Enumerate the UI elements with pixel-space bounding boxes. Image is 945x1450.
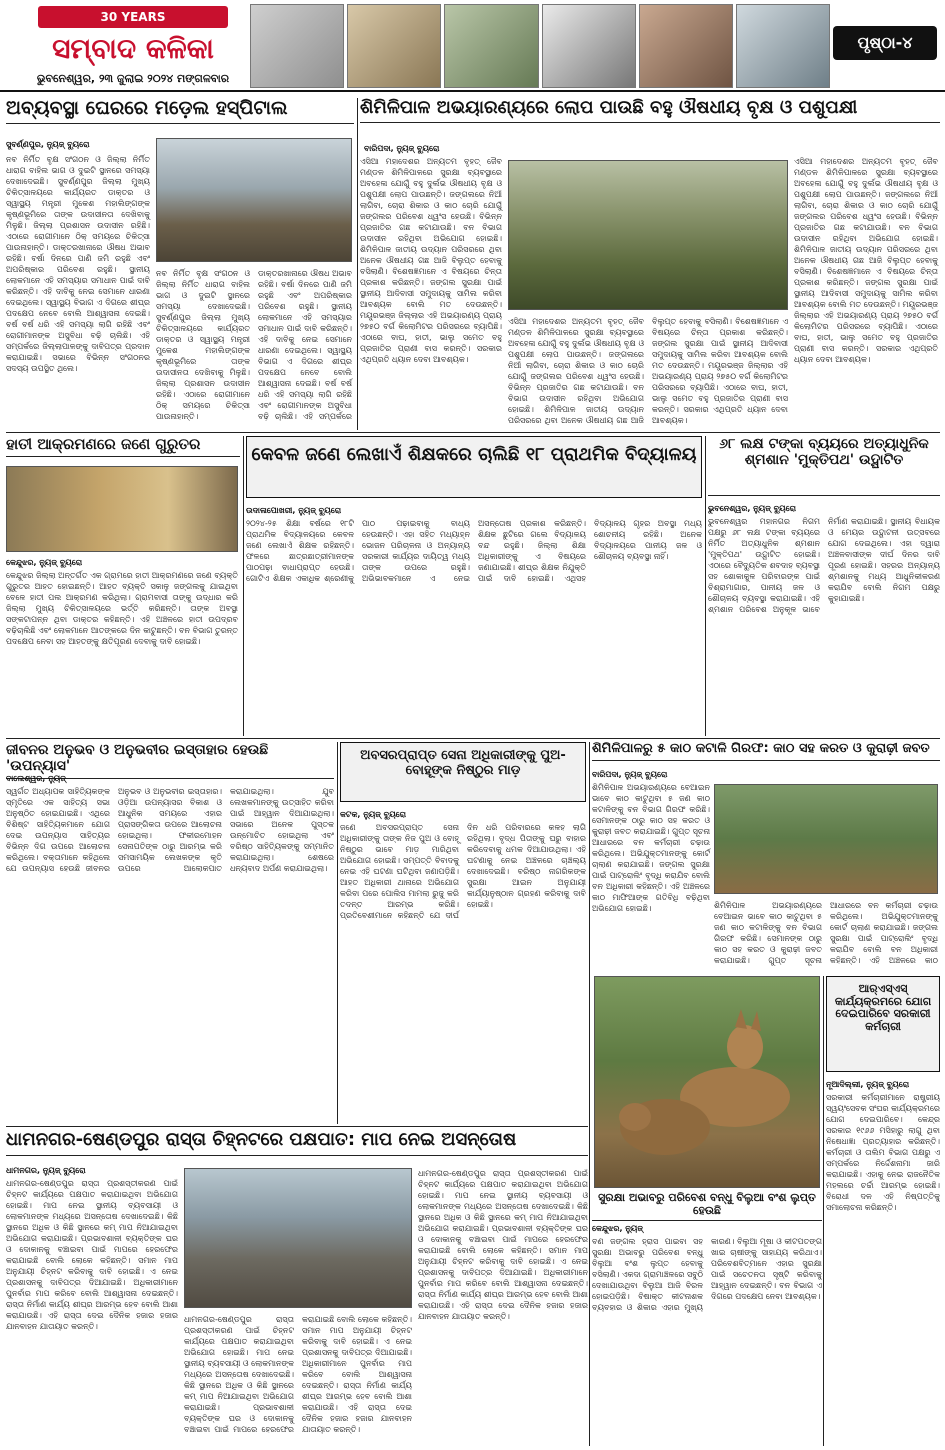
injured-person-photo <box>6 466 238 552</box>
jackal-photo <box>594 976 820 1188</box>
article-elephant <box>6 436 240 736</box>
article-headline: ହାତୀ ଆକ୍ରମଣରେ ଜଣେ ଗୁରୁତର <box>6 436 240 457</box>
column-rule <box>705 436 706 736</box>
article-headline: କେବଳ ଜଣେ ଲେଖାଏଁ ଶିକ୍ଷକରେ ଚାଲିଛି ୧୮ ପ୍ରାଥମିକ ବିଦ୍ୟାଳୟ <box>246 436 702 498</box>
article-headline: ଆର୍‌ଏସ୍‌ଏସ୍ କାର୍ଯ୍ୟକ୍ରମରେ ଯୋଗ ଦେଇପାରିବେ ସରକାରୀ କର୍ମଚାରୀ <box>826 976 940 1072</box>
article-byline: ବାଲେଶ୍ୱର, ନ୍ୟୁଜ୍ <box>6 774 66 783</box>
article-body: ବଣ ଜଙ୍ଗଲ ହ୍ରାସ ପାଇବା ସହ ସୁରକ୍ଷା ଅଭାବରୁ ପରିବେଶ ବନ୍ଧୁ ବିଲୁଆ ବଂଶ ଲୁପ୍ତ ହେବାକୁ ବସିଲାଣି। ଏକଦା ଗ୍ରାମାଞ୍ଚଳରେ ସବୁଠି ଦେଖାଯାଉଥିବା ବିଲୁଆ ଆଜି ବିରଳ ହୋଇପଡ଼ିଛି। ବିଷାକ୍ତ କୀଟନାଶକ ବ୍ୟବହାର ଓ ଶିକାର ଏହାର ମୁଖ୍ୟ କାରଣ। ବିଲୁଆ ମୂଷା ଓ କୀଟପତଙ୍ଗ ଖାଇ ଚାଷୀଙ୍କୁ ସାହାଯ୍ୟ କରିଥାଏ। ପରିବେଶବିତ୍ମାନେ ଏହାର ସୁରକ୍ଷା ପାଇଁ ସଚେତନତା ସୃଷ୍ଟି କରିବାକୁ ଆହ୍ୱାନ ଦେଇଛନ୍ତି। ବନ ବିଭାଗ ଏ ଦିଗରେ ପଦକ୍ଷେପ ନେବା ଆବଶ୍ୟକ। <box>592 1237 822 1312</box>
article-headline: ଶିମିଳିପାଳ ଅଭୟାରଣ୍ୟରେ ଲୋପ ପାଉଛି ବହୁ ଔଷଧୀୟ ବୃକ୍ଷ ଓ ପଶୁପକ୍ଷୀ <box>360 98 940 123</box>
masthead-photo <box>639 4 733 88</box>
article-body: ଏସିଆ ମହାଦେଶର ଅନ୍ୟତମ ବୃହତ୍ ଜୈବ ମଣ୍ଡଳ ଶିମିଳିପାଳରେ ସୁରକ୍ଷା ବ୍ୟବସ୍ଥାରେ ଅବହେଳା ଯୋଗୁଁ ବହୁ ଦୁର୍ଲଭ ଔଷଧୀୟ ବୃକ୍ଷ ଓ ପଶୁପକ୍ଷୀ ଲୋପ ପାଉଛନ୍ତି। ଜଙ୍ଗଲରେ ନିଆଁ ଲାଗିବା, ଚୋରା ଶିକାର ଓ କାଠ ଚୋରି ଯୋଗୁଁ ଜଙ୍ଗଲର ପରିବେଶ ଧ୍ୱଂସ ହେଉଛି। ବିଭିନ୍ନ ପ୍ରଜାତିର ଗଛ କଟାଯାଉଛି। ବନ ବିଭାଗ ଉଦାସୀନ ରହିଥିବା ଅଭିଯୋଗ ହୋଇଛି। ଶିମିଳିପାଳ ଜାତୀୟ ଉଦ୍ୟାନ ପରିସରରେ ଥିବା ଅନେକ ଔଷଧୀୟ ଗଛ ଆଜି ବିଲୁପ୍ତ ହେବାକୁ ବସିଲାଣି। ବିଶେଷଜ୍ଞମାନେ ଏ ବିଷୟରେ ଚିନ୍ତା ପ୍ରକାଶ କରିଛନ୍ତି। ଜଙ୍ଗଲ ସୁରକ୍ଷା ପାଇଁ ସ୍ଥାନୀୟ ଆଦିବାସୀ ସମୁଦାୟକୁ ସାମିଲ କରିବା ଆବଶ୍ୟକ ବୋଲି ମତ ଦେଉଛନ୍ତି। ମୟୂରଭଞ୍ଜ ଜିଲ୍ଲାର ଏହି ଅଭୟାରଣ୍ୟ ପ୍ରାୟ ୨୭୫୦ ବର୍ଗ କିଲୋମିଟର ପରିସରରେ ବ୍ୟାପିଛି। ଏଠାରେ ବାଘ, ହାତୀ, ଭାଲୁ ସମେତ ବହୁ ପ୍ରଜାତିର ପ୍ରାଣୀ ବାସ କରନ୍ତି। ସରକାର ଏଥିପ୍ରତି ଧ୍ୟାନ ଦେବା ଆବଶ୍ୟକ। <box>360 157 502 364</box>
article-road <box>6 1130 588 1446</box>
article-body: ନବ ନିର୍ମିତ ବୃକ୍ଷ ସଂଗଠନ ଓ ଜିଲ୍ଲା ନିର୍ମିତ ଧାରାଗ ବାହିଲ ଭାଗ ଓ ଦୁଇଟି ସ୍ଥାନରେ ସମସ୍ୟା ଦେଖାଦେଇଛି। ସୁବର୍ଣ୍ଣପୁର ଜିଲ୍ଲା ମୁଖ୍ୟ ଚିକିତ୍ସାଳୟରେ କାର୍ଯ୍ୟରତ ଡାକ୍ତର ଓ ସ୍ୱାସ୍ଥ୍ୟ ମନ୍ତ୍ରୀ ମୁକେଶ ମହାଲିଙ୍ଗଙ୍କ କୃଷ୍ଣଭୂମିରେ ତାଙ୍କ ଉଦାସୀନତା ଦେଖିବାକୁ ମିଳୁଛି। ଜିଲ୍ଲା ପ୍ରଶାସନ ଉଦାସୀନ ରହିଛି। ଏଠାରେ ରୋଗୀମାନେ ଠିକ୍ ସମୟରେ ଚିକିତ୍ସା ପାଉନାହାନ୍ତି। ଡାକ୍ତରଖାନାରେ ଔଷଧ ଅଭାବ ରହିଛି। ବର୍ଷା ଦିନରେ ପାଣି ଜମି ରହୁଛି ଏବଂ ଅପରିଷ୍କାର ପରିବେଶ ରହୁଛି। ସ୍ଥାନୀୟ ଲୋକମାନେ ଏହି ସମସ୍ୟାର ସମାଧାନ ପାଇଁ ଦାବି କରିଛନ୍ତି। ଏହି ଦାବିକୁ ନେଇ ସେମାନେ ଧାରଣା ଦେଇଥିଲେ। ସ୍ୱାସ୍ଥ୍ୟ ବିଭାଗ ଏ ଦିଗରେ ଶୀଘ୍ର ପଦକ୍ଷେପ ନେବେ ବୋଲି ଆଶ୍ୱାସନା ଦେଇଛି। ବର୍ଷ ବର୍ଷ ଧରି ଏହି ସମସ୍ୟା ଲାଗି ରହିଛି ଏବଂ ରୋଗୀମାନଙ୍କ ଅସୁବିଧା ବଢ଼ି ଚାଲିଛି। ଏହି ସମ୍ପର୍କରେ ଜିଲ୍ଲାପାଳଙ୍କୁ ଦାବିପତ୍ର ପ୍ରଦାନ କରାଯାଇଛି। ସଭାରେ ବିଭିନ୍ନ ସଂଗଠନର ସଦସ୍ୟ ଉପସ୍ଥିତ ଥିଲେ। <box>6 155 150 373</box>
article-byline: କେନ୍ଦୁଝର, ନ୍ୟୁଜ୍ <box>592 1224 643 1233</box>
issue-date: ଭୁବନେଶ୍ୱର, ୨୩ ଜୁଲାଇ ୨୦୨୪ ମଙ୍ଗଳବାର <box>36 72 230 85</box>
anniversary-ribbon: 30 YEARS <box>38 6 228 28</box>
article-byline: ଉଦାଳାପୋଖରୀ, ନ୍ୟୁଜ୍ ବ୍ୟୁରୋ <box>246 506 342 515</box>
masthead-photo <box>347 4 441 88</box>
article-body-continued: ନବ ନିର୍ମିତ ବୃକ୍ଷ ସଂଗଠନ ଓ ଜିଲ୍ଲା ନିର୍ମିତ ଧାରାଗ ବାହିଲ ଭାଗ ଓ ଦୁଇଟି ସ୍ଥାନରେ ସମସ୍ୟା ଦେଖାଦେଇଛି। ସୁବର୍ଣ୍ଣପୁର ଜିଲ୍ଲା ମୁଖ୍ୟ ଚିକିତ୍ସାଳୟରେ କାର୍ଯ୍ୟରତ ଡାକ୍ତର ଓ ସ୍ୱାସ୍ଥ୍ୟ ମନ୍ତ୍ରୀ ମୁକେଶ ମହାଲିଙ୍ଗଙ୍କ କୃଷ୍ଣଭୂମିରେ ତାଙ୍କ ଉଦାସୀନତା ଦେଖିବାକୁ ମିଳୁଛି। ଜିଲ୍ଲା ପ୍ରଶାସନ ଉଦାସୀନ ରହିଛି। ଏଠାରେ ରୋଗୀମାନେ ଠିକ୍ ସମୟରେ ଚିକିତ୍ସା ପାଉନାହାନ୍ତି। ଡାକ୍ତରଖାନାରେ ଔଷଧ ଅଭାବ ରହିଛି। ବର୍ଷା ଦିନରେ ପାଣି ଜମି ରହୁଛି ଏବଂ ଅପରିଷ୍କାର ପରିବେଶ ରହୁଛି। ସ୍ଥାନୀୟ ଲୋକମାନେ ଏହି ସମସ୍ୟାର ସମାଧାନ ପାଇଁ ଦାବି କରିଛନ୍ତି। ଏହି ଦାବିକୁ ନେଇ ସେମାନେ ଧାରଣା ଦେଇଥିଲେ। ସ୍ୱାସ୍ଥ୍ୟ ବିଭାଗ ଏ ଦିଗରେ ଶୀଘ୍ର ପଦକ୍ଷେପ ନେବେ ବୋଲି ଆଶ୍ୱାସନା ଦେଇଛି। ବର୍ଷ ବର୍ଷ ଧରି ଏହି ସମସ୍ୟା ଲାଗି ରହିଛି ଏବଂ ରୋଗୀମାନଙ୍କ ଅସୁବିଧା ବଢ଼ି ଚାଲିଛି। ଏହି ସମ୍ପର୍କରେ <box>156 269 352 421</box>
jackal-illustration <box>595 977 821 1189</box>
article-headline: ଅବସରପ୍ରାପ୍ତ ସେନା ଅଧିକାରୀଙ୍କୁ ପୁଅ-ବୋହୂଙ୍କ ନିଷ୍ଠୁର ମାଡ଼ <box>340 742 586 802</box>
page-number-badge: ପୃଷ୍ଠା-୪ <box>833 26 937 60</box>
article-byline: ନୂଆଦିଲ୍ଲୀ, ନ୍ୟୁଜ୍ ବ୍ୟୁରୋ <box>826 1080 910 1089</box>
column-rule <box>243 436 244 736</box>
article-body: ଭୁବନେଶ୍ୱର ମହାନଗର ନିଗମ ପକ୍ଷରୁ ୬୮ ଲକ୍ଷ ଟଙ୍କା ବ୍ୟୟରେ ନିର୍ମିତ ଅତ୍ୟାଧୁନିକ ଶ୍ମଶାନ 'ମୁକ୍ତିପଥ' ଉଦ୍ଘାଟିତ ହୋଇଛି। ଏଠାରେ ବୈଦ୍ୟୁତିକ ଶବଦାହ ବ୍ୟବସ୍ଥା ସହ ଶୋକାକୁଳ ପରିବାରଙ୍କ ପାଇଁ ବିଶ୍ରାମାଗାର, ପାନୀୟ ଜଳ ଓ ଶୌଚାଳୟ ବ୍ୟବସ୍ଥା କରାଯାଇଛି। ଏହି ଶ୍ମଶାନ ପରିବେଶ ଅନୁକୂଳ ଭାବେ ନିର୍ମାଣ କରାଯାଇଛି। ସ୍ଥାନୀୟ ବିଧାୟକ ଓ ମେୟର ଉଦ୍ଘାଟନୀ ଉତ୍ସବରେ ଯୋଗ ଦେଇଥିଲେ। ଏହା ଦ୍ୱାରା ଅଞ୍ଚଳବାସୀଙ୍କ ଦୀର୍ଘ ଦିନର ଦାବି ପୂରଣ ହୋଇଛି। ସହରର ଅନ୍ୟାନ୍ୟ ଶ୍ମଶାନକୁ ମଧ୍ୟ ଆଧୁନିକୀକରଣ କରାଯିବ ବୋଲି ନିଗମ ପକ୍ଷରୁ କୁହାଯାଇଛି। <box>708 517 940 614</box>
article-body: ସ୍ୱର୍ଗତ ଅଧ୍ୟାପକ ସାହିତ୍ୟିକଙ୍କ ସ୍ମୃତିରେ ଏକ ସାହିତ୍ୟ ସଭା ଅନୁଷ୍ଠିତ ହୋଇଯାଇଛି। ଏଥିରେ ବିଶିଷ୍ଟ ସାହିତ୍ୟିକମାନେ ଯୋଗ ଦେଇ ଉପନ୍ୟାସ ସାହିତ୍ୟର ବିଭିନ୍ନ ଦିଗ ଉପରେ ଆଲୋଚନା କରିଥିଲେ। ବକ୍ତାମାନେ କହିଥିଲେ ଯେ ଉପନ୍ୟାସ ହେଉଛି ଜୀବନର ଅନୁଭବ ଓ ଅନୁଭବୀର ଇସ୍ତାହାର। ଓଡ଼ିଆ ଉପନ୍ୟାସର ବିକାଶ ଓ ଆଧୁନିକ ସମୟରେ ଏହାର ପ୍ରାସଙ୍ଗିକତା ଉପରେ ଆଲୋଚନା ହୋଇଥିଲା। ଫକୀରମୋହନ ସେନାପତିଙ୍କ ଠାରୁ ଆରମ୍ଭ କରି ସମସାମୟିକ ଲେଖକଙ୍କ କୃତି ଉପରେ ଆଲୋକପାତ କରାଯାଇଥିଲା। ଯୁବ ଲେଖକମାନଙ୍କୁ ଉତ୍ସାହିତ କରିବା ପାଇଁ ଆହ୍ୱାନ ଦିଆଯାଇଥିଲା। ସଭାରେ ଅନେକ ପୁସ୍ତକ ଉନ୍ମୋଚିତ ହୋଇଥିଲା ଏବଂ ବରିଷ୍ଠ ସାହିତ୍ୟିକଙ୍କୁ ସମ୍ମାନିତ କରାଯାଇଥିଲା। ଶେଷରେ ଧନ୍ୟବାଦ ଅର୍ପଣ କରାଯାଇଥିଲା। <box>6 787 334 873</box>
article-body: ସରକାରୀ କର୍ମଚାରୀମାନେ ରାଷ୍ଟ୍ରୀୟ ସ୍ୱୟଂସେବକ ସଂଘର କାର୍ଯ୍ୟକ୍ରମରେ ଯୋଗ ଦେଇପାରିବେ। କେନ୍ଦ୍ର ସରକାର ୧୯୬୬ ମସିହାରୁ ଲାଗୁ ଥିବା ନିଷେଧାଜ୍ଞା ପ୍ରତ୍ୟାହାର କରିଛନ୍ତି। କର୍ମଚାରୀ ଓ ତାଲିମ ବିଭାଗ ପକ୍ଷରୁ ଏ ସମ୍ପର୍କରେ ନିର୍ଦ୍ଦେଶନାମା ଜାରି କରାଯାଇଛି। ଏହାକୁ ନେଇ ରାଜନୈତିକ ମହଲରେ ଚର୍ଚ୍ଚା ଆରମ୍ଭ ହୋଇଛି। ବିରୋଧୀ ଦଳ ଏହି ନିଷ୍ପତ୍ତିକୁ ସମାଲୋଚନା କରିଛନ୍ତି। <box>826 1093 940 1212</box>
article-byline: ଧାମନଗର, ନ୍ୟୁଜ୍ ବ୍ୟୁରୋ <box>6 1166 86 1175</box>
masthead-photo-strip <box>250 4 830 88</box>
article-headline: ଶିମିଳିପାଳରୁ ୫ କାଠ କଟାଳି ଗିରଫ: କାଠ ସହ କରତ ଓ କୁରାଢ଼ୀ ଜବତ <box>592 742 940 761</box>
column-rule <box>337 742 338 1124</box>
protest-photo <box>156 138 352 262</box>
article-hospital <box>6 98 354 428</box>
article-novel <box>6 742 334 1122</box>
article-body-continued: ଶିମିଳିପାଳ ଅଭୟାରଣ୍ୟରେ ବେଆଇନ ଭାବେ କାଠ କାଟୁଥିବା ୫ ଜଣ କାଠ କଟାଳିଙ୍କୁ ବନ ବିଭାଗ ଗିରଫ କରିଛି। ସେମାନଙ୍କ ଠାରୁ କାଠ ସହ କରତ ଓ କୁରାଢ଼ୀ ଜବତ କରାଯାଇଛି। ଗୁପ୍ତ ସୂଚନା ଆଧାରରେ ବନ କର୍ମଚାରୀ ଚଢ଼ାଉ କରିଥିଲେ। ଅଭିଯୁକ୍ତମାନଙ୍କୁ କୋର୍ଟ ଚାଲାଣ କରାଯାଇଛି। ଜଙ୍ଗଲ ସୁରକ୍ଷା ପାଇଁ ପାଟ୍ରୋଲିଂ ବୃଦ୍ଧି କରାଯିବ ବୋଲି ବନ ଅଧିକାରୀ କହିଛନ୍ତି। ଏହି ଅଞ୍ଚଳରେ କାଠ <box>714 901 938 965</box>
article-rss <box>826 976 940 1446</box>
article-body-continued: ଏସିଆ ମହାଦେଶର ଅନ୍ୟତମ ବୃହତ୍ ଜୈବ ମଣ୍ଡଳ ଶିମିଳିପାଳରେ ସୁରକ୍ଷା ବ୍ୟବସ୍ଥାରେ ଅବହେଳା ଯୋଗୁଁ ବହୁ ଦୁର୍ଲଭ ଔଷଧୀୟ ବୃକ୍ଷ ଓ ପଶୁପକ୍ଷୀ ଲୋପ ପାଉଛନ୍ତି। ଜଙ୍ଗଲରେ ନିଆଁ ଲାଗିବା, ଚୋରା ଶିକାର ଓ କାଠ ଚୋରି ଯୋଗୁଁ ଜଙ୍ଗଲର ପରିବେଶ ଧ୍ୱଂସ ହେଉଛି। ବିଭିନ୍ନ ପ୍ରଜାତିର ଗଛ କଟାଯାଉଛି। ବନ ବିଭାଗ ଉଦାସୀନ ରହିଥିବା ଅଭିଯୋଗ ହୋଇଛି। ଶିମିଳିପାଳ ଜାତୀୟ ଉଦ୍ୟାନ ପରିସରରେ ଥିବା ଅନେକ ଔଷଧୀୟ ଗଛ ଆଜି ବିଲୁପ୍ତ ହେବାକୁ ବସିଲାଣି। ବିଶେଷଜ୍ଞମାନେ ଏ ବିଷୟରେ ଚିନ୍ତା ପ୍ରକାଶ କରିଛନ୍ତି। ଜଙ୍ଗଲ ସୁରକ୍ଷା ପାଇଁ ସ୍ଥାନୀୟ ଆଦିବାସୀ ସମୁଦାୟକୁ ସାମିଲ କରିବା ଆବଶ୍ୟକ ବୋଲି ମତ ଦେଉଛନ୍ତି। ମୟୂରଭଞ୍ଜ ଜିଲ୍ଲାର ଏହି ଅଭୟାରଣ୍ୟ ପ୍ରାୟ ୨୭୫୦ ବର୍ଗ କିଲୋମିଟର ପରିସରରେ ବ୍ୟାପିଛି। ଏଠାରେ ବାଘ, ହାତୀ, ଭାଲୁ ସମେତ ବହୁ ପ୍ରଜାତିର ପ୍ରାଣୀ ବାସ କରନ୍ତି। ସରକାର ଏଥିପ୍ରତି ଧ୍ୟାନ ଦେବା ଆବଶ୍ୟକ। <box>794 157 938 364</box>
article-byline: ଭୁବନେଶ୍ୱର, ନ୍ୟୁଜ୍ ବ୍ୟୁରୋ <box>708 504 797 513</box>
column-rule <box>823 976 824 1446</box>
article-simlipal-plants <box>360 98 940 430</box>
article-timber <box>592 742 940 972</box>
article-body-continued: ଧାମନଗର-ଷେଣ୍ଡପୁର ରାସ୍ତା ପ୍ରଶସ୍ତୀକରଣ ପାଇଁ ଚିହ୍ନଟ କାର୍ଯ୍ୟରେ ପକ୍ଷପାତ କରାଯାଇଥିବା ଅଭିଯୋଗ ହୋଇଛି। ମାପ ନେଇ ସ୍ଥାନୀୟ ବ୍ୟବସାୟୀ ଓ ଲୋକମାନଙ୍କ ମଧ୍ୟରେ ଅସନ୍ତୋଷ ଦେଖାଦେଇଛି। କିଛି ସ୍ଥାନରେ ଅଧିକ ଓ କିଛି ସ୍ଥାନରେ କମ୍ ମାପ ନିଆଯାଇଥିବା ଅଭିଯୋଗ କରାଯାଇଛି। ପ୍ରଭାବଶାଳୀ ବ୍ୟକ୍ତିଙ୍କ ଘର ଓ ଦୋକାନକୁ ବଞ୍ଚାଇବା ପାଇଁ ମାପରେ ହେରଫେର କରାଯାଇଛି ବୋଲି ଲୋକେ କହିଛନ୍ତି। ସମାନ ମାପ ଅନୁଯାୟୀ ଚିହ୍ନଟ କରିବାକୁ ଦାବି ହୋଇଛି। ଏ ନେଇ ପ୍ରଶାସନକୁ ଦାବିପତ୍ର ଦିଆଯାଇଛି। ଅଧିକାରୀମାନେ ପୁନର୍ବାର ମାପ କରିବେ ବୋଲି ଆଶ୍ୱାସନା ଦେଇଛନ୍ତି। ରାସ୍ତା ନିର୍ମାଣ କାର୍ଯ୍ୟ ଶୀଘ୍ର ଆରମ୍ଭ ହେବ ବୋଲି ଆଶା କରାଯାଉଛି। ଏହି ରାସ୍ତା ଦେଇ ଦୈନିକ ହଜାର ହଜାର ଯାନବାହନ ଯାତାୟାତ କରନ୍ତି। <box>418 1169 588 1321</box>
masthead-photo <box>250 4 344 88</box>
masthead-photo <box>542 4 636 88</box>
article-headline: ୬୮ ଲକ୍ଷ ଟଙ୍କା ବ୍ୟୟରେ ଅତ୍ୟାଧୁନିକ ଶ୍ମଶାନ 'ମୁକ୍ତିପଥ' ଉଦ୍ଘାଟିତ <box>708 436 940 496</box>
column-rule <box>589 742 590 1446</box>
article-body: ଧାମନଗର-ଷେଣ୍ଡପୁର ରାସ୍ତା ପ୍ରଶସ୍ତୀକରଣ ପାଇଁ ଚିହ୍ନଟ କାର୍ଯ୍ୟରେ ପକ୍ଷପାତ କରାଯାଇଥିବା ଅଭିଯୋଗ ହୋଇଛି। ମାପ ନେଇ ସ୍ଥାନୀୟ ବ୍ୟବସାୟୀ ଓ ଲୋକମାନଙ୍କ ମଧ୍ୟରେ ଅସନ୍ତୋଷ ଦେଖାଦେଇଛି। କିଛି ସ୍ଥାନରେ ଅଧିକ ଓ କିଛି ସ୍ଥାନରେ କମ୍ ମାପ ନିଆଯାଇଥିବା ଅଭିଯୋଗ କରାଯାଇଛି। ପ୍ରଭାବଶାଳୀ ବ୍ୟକ୍ତିଙ୍କ ଘର ଓ ଦୋକାନକୁ ବଞ୍ଚାଇବା ପାଇଁ ମାପରେ ହେରଫେର କରାଯାଇଛି ବୋଲି ଲୋକେ କହିଛନ୍ତି। ସମାନ ମାପ ଅନୁଯାୟୀ ଚିହ୍ନଟ କରିବାକୁ ଦାବି ହୋଇଛି। ଏ ନେଇ ପ୍ରଶାସନକୁ ଦାବିପତ୍ର ଦିଆଯାଇଛି। ଅଧିକାରୀମାନେ ପୁନର୍ବାର ମାପ କରିବେ ବୋଲି ଆଶ୍ୱାସନା ଦେଇଛନ୍ତି। ରାସ୍ତା ନିର୍ମାଣ କାର୍ଯ୍ୟ ଶୀଘ୍ର ଆରମ୍ଭ ହେବ ବୋଲି ଆଶା କରାଯାଉଛି। ଏହି ରାସ୍ତା ଦେଇ ଦୈନିକ ହଜାର ହଜାର ଯାନବାହନ ଯାତାୟାତ କରନ୍ତି। <box>6 1179 178 1331</box>
article-byline: କେନ୍ଦୁଝର, ନ୍ୟୁଜ୍ ବ୍ୟୁରୋ <box>6 558 83 567</box>
article-body: କେନ୍ଦୁଝର ଜିଲ୍ଲା ଅନ୍ତର୍ଗତ ଏକ ଗ୍ରାମରେ ହାତୀ ଆକ୍ରମଣରେ ଜଣେ ବ୍ୟକ୍ତି ଗୁରୁତର ଆହତ ହୋଇଛନ୍ତି। ଆହତ ବ୍ୟକ୍ତି ସକାଳୁ ଜଙ୍ଗଲକୁ ଯାଇଥିବା ବେଳେ ହାତୀ ପଲ ଆକ୍ରମଣ କରିଥିଲା। ଗ୍ରାମବାସୀ ତାଙ୍କୁ ଉଦ୍ଧାର କରି ଜିଲ୍ଲା ମୁଖ୍ୟ ଚିକିତ୍ସାଳୟରେ ଭର୍ତ୍ତି କରିଛନ୍ତି। ତାଙ୍କ ଅବସ୍ଥା ସଙ୍କଟାପନ୍ନ ଥିବା ଡାକ୍ତର କହିଛନ୍ତି। ଏହି ଅଞ୍ଚଳରେ ହାତୀ ଉପଦ୍ରବ ବଢ଼ିଚାଲିଛି ଏବଂ ଲୋକମାନେ ଆତଙ୍କରେ ଦିନ କାଟୁଛନ୍ତି। ବନ ବିଭାଗ ତୁରନ୍ତ ପଦକ୍ଷେପ ନେବା ସହ ଆହତଙ୍କୁ କ୍ଷତିପୂରଣ ଦେବାକୁ ଦାବି ହୋଇଛି। <box>6 571 238 646</box>
article-body: ଶିମିଳିପାଳ ଅଭୟାରଣ୍ୟରେ ବେଆଇନ ଭାବେ କାଠ କାଟୁଥିବା ୫ ଜଣ କାଠ କଟାଳିଙ୍କୁ ବନ ବିଭାଗ ଗିରଫ କରିଛି। ସେମାନଙ୍କ ଠାରୁ କାଠ ସହ କରତ ଓ କୁରାଢ଼ୀ ଜବତ କରାଯାଇଛି। ଗୁପ୍ତ ସୂଚନା ଆଧାରରେ ବନ କର୍ମଚାରୀ ଚଢ଼ାଉ କରିଥିଲେ। ଅଭିଯୁକ୍ତମାନଙ୍କୁ କୋର୍ଟ ଚାଲାଣ କରାଯାଇଛି। ଜଙ୍ଗଲ ସୁରକ୍ଷା ପାଇଁ ପାଟ୍ରୋଲିଂ ବୃଦ୍ଧି କରାଯିବ ବୋଲି ବନ ଅଧିକାରୀ କହିଛନ୍ତି। ଏହି ଅଞ୍ଚଳରେ କାଠ ମାଫିଆଙ୍କ ଗତିବିଧି ବଢ଼ିଥିବା ଅଭିଯୋଗ ହୋଇଛି। <box>592 783 710 913</box>
section-divider <box>6 738 940 739</box>
article-body: ଜଣେ ଅବସରପ୍ରାପ୍ତ ସେନା ଅଧିକାରୀଙ୍କୁ ତାଙ୍କ ନିଜ ପୁଅ ଓ ବୋହୂ ନିଷ୍ଠୁର ଭାବେ ମାଡ଼ ମାରିଥିବା ଅଭିଯୋଗ ହୋଇଛି। ସମ୍ପତ୍ତି ବିବାଦକୁ ନେଇ ଏହି ଘଟଣା ଘଟିଥିବା ଜଣାପଡ଼ିଛି। ଆହତ ଅଧିକାରୀ ଥାନାରେ ଅଭିଯୋଗ କରିବା ପରେ ପୋଲିସ ମାମଲା ରୁଜୁ କରି ତଦନ୍ତ ଆରମ୍ଭ କରିଛି। ପ୍ରତିବେଶୀମାନେ କହିଛନ୍ତି ଯେ ଦୀର୍ଘ ଦିନ ଧରି ପରିବାରରେ କଳହ ଲାଗି ରହିଥିଲା। ବୃଦ୍ଧ ପିତାଙ୍କୁ ଘରୁ ବାହାର କରିଦେବାକୁ ଧମକ ଦିଆଯାଉଥିଲା। ଏହି ଘଟଣାକୁ ନେଇ ଅଞ୍ଚଳରେ ଚାଞ୍ଚଲ୍ୟ ଦେଖାଦେଇଛି। ବରିଷ୍ଠ ନାଗରିକଙ୍କ ସୁରକ୍ଷା ଆଇନ ଅନୁଯାୟୀ କାର୍ଯ୍ୟାନୁଷ୍ଠାନ ଗ୍ରହଣ କରିବାକୁ ଦାବି ହୋଇଛି। <box>340 823 586 920</box>
section-divider <box>6 432 940 433</box>
masthead-photo <box>736 4 830 88</box>
article-byline: ବାରିପଦା, ନ୍ୟୁଜ୍ ବ୍ୟୁରୋ <box>364 144 440 153</box>
article-body-continued: ଏସିଆ ମହାଦେଶର ଅନ୍ୟତମ ବୃହତ୍ ଜୈବ ମଣ୍ଡଳ ଶିମିଳିପାଳରେ ସୁରକ୍ଷା ବ୍ୟବସ୍ଥାରେ ଅବହେଳା ଯୋଗୁଁ ବହୁ ଦୁର୍ଲଭ ଔଷଧୀୟ ବୃକ୍ଷ ଓ ପଶୁପକ୍ଷୀ ଲୋପ ପାଉଛନ୍ତି। ଜଙ୍ଗଲରେ ନିଆଁ ଲାଗିବା, ଚୋରା ଶିକାର ଓ କାଠ ଚୋରି ଯୋଗୁଁ ଜଙ୍ଗଲର ପରିବେଶ ଧ୍ୱଂସ ହେଉଛି। ବିଭିନ୍ନ ପ୍ରଜାତିର ଗଛ କଟାଯାଉଛି। ବନ ବିଭାଗ ଉଦାସୀନ ରହିଥିବା ଅଭିଯୋଗ ହୋଇଛି। ଶିମିଳିପାଳ ଜାତୀୟ ଉଦ୍ୟାନ ପରିସରରେ ଥିବା ଅନେକ ଔଷଧୀୟ ଗଛ ଆଜି ବିଲୁପ୍ତ ହେବାକୁ ବସିଲାଣି। ବିଶେଷଜ୍ଞମାନେ ଏ ବିଷୟରେ ଚିନ୍ତା ପ୍ରକାଶ କରିଛନ୍ତି। ଜଙ୍ଗଲ ସୁରକ୍ଷା ପାଇଁ ସ୍ଥାନୀୟ ଆଦିବାସୀ ସମୁଦାୟକୁ ସାମିଲ କରିବା ଆବଶ୍ୟକ ବୋଲି ମତ ଦେଉଛନ୍ତି। ମୟୂରଭଞ୍ଜ ଜିଲ୍ଲାର ଏହି ଅଭୟାରଣ୍ୟ ପ୍ରାୟ ୨୭୫୦ ବର୍ଗ କିଲୋମିଟର ପରିସରରେ ବ୍ୟାପିଛି। ଏଠାରେ ବାଘ, ହାତୀ, ଭାଲୁ ସମେତ ବହୁ ପ୍ରଜାତିର ପ୍ରାଣୀ ବାସ କରନ୍ତି। ସରକାର ଏଥିପ୍ରତି ଧ୍ୟାନ ଦେବା ଆବଶ୍ୟକ। <box>508 317 788 425</box>
article-jackal <box>592 1192 822 1446</box>
column-rule <box>357 98 358 430</box>
article-body: ୨୦୨୪-୨୫ ଶିକ୍ଷା ବର୍ଷରେ ୧୮ଟି ପ୍ରାଥମିକ ବିଦ୍ୟାଳୟରେ କେବଳ ଜଣେ ଲେଖାଏଁ ଶିକ୍ଷକ ରହିଛନ୍ତି। ଫଳରେ ଛାତ୍ରଛାତ୍ରୀମାନଙ୍କ ପାଠପଢ଼ା ବାଧାପ୍ରାପ୍ତ ହେଉଛି। ଗୋଟିଏ ଶିକ୍ଷକ ଏକାଧିକ ଶ୍ରେଣୀକୁ ପାଠ ପଢ଼ାଇବାକୁ ବାଧ୍ୟ ହେଉଛନ୍ତି। ଏହା ସହିତ ମଧ୍ୟାହ୍ନ ଭୋଜନ ପରିଚାଳନା ଓ ଅନ୍ୟାନ୍ୟ ସରକାରୀ କାର୍ଯ୍ୟର ଦାୟିତ୍ୱ ମଧ୍ୟ ତାଙ୍କ ଉପରେ ରହୁଛି। ଅଭିଭାବକମାନେ ଏ ନେଇ ଅସନ୍ତୋଷ ପ୍ରକାଶ କରିଛନ୍ତି। ଶିକ୍ଷକ ଛୁଟିରେ ଗଲେ ବିଦ୍ୟାଳୟ ବନ୍ଦ ରହୁଛି। ଜିଲ୍ଲା ଶିକ୍ଷା ଅଧିକାରୀଙ୍କୁ ଏ ବିଷୟରେ ଜଣାଯାଇଛି। ଶୀଘ୍ର ଶିକ୍ଷକ ନିଯୁକ୍ତି ପାଇଁ ଦାବି ହୋଇଛି। ଏଥିସହ ବିଦ୍ୟାଳୟ ଗୃହର ଅବସ୍ଥା ମଧ୍ୟ ଶୋଚନୀୟ ରହିଛି। ଅନେକ ବିଦ୍ୟାଳୟରେ ପାନୀୟ ଜଳ ଓ ଶୌଚାଳୟ ବ୍ୟବସ୍ଥା ନାହିଁ। <box>246 519 702 583</box>
timber-seizure-photo <box>714 784 938 894</box>
article-school <box>246 436 702 734</box>
article-byline: କଟକ, ନ୍ୟୁଜ୍ ବ୍ୟୁରୋ <box>340 810 407 819</box>
road-market-photo <box>184 1168 412 1308</box>
article-body-continued: ଧାମନଗର-ଷେଣ୍ଡପୁର ରାସ୍ତା ପ୍ରଶସ୍ତୀକରଣ ପାଇଁ ଚିହ୍ନଟ କାର୍ଯ୍ୟରେ ପକ୍ଷପାତ କରାଯାଇଥିବା ଅଭିଯୋଗ ହୋଇଛି। ମାପ ନେଇ ସ୍ଥାନୀୟ ବ୍ୟବସାୟୀ ଓ ଲୋକମାନଙ୍କ ମଧ୍ୟରେ ଅସନ୍ତୋଷ ଦେଖାଦେଇଛି। କିଛି ସ୍ଥାନରେ ଅଧିକ ଓ କିଛି ସ୍ଥାନରେ କମ୍ ମାପ ନିଆଯାଇଥିବା ଅଭିଯୋଗ କରାଯାଇଛି। ପ୍ରଭାବଶାଳୀ ବ୍ୟକ୍ତିଙ୍କ ଘର ଓ ଦୋକାନକୁ ବଞ୍ଚାଇବା ପାଇଁ ମାପରେ ହେରଫେର କରାଯାଇଛି ବୋଲି ଲୋକେ କହିଛନ୍ତି। ସମାନ ମାପ ଅନୁଯାୟୀ ଚିହ୍ନଟ କରିବାକୁ ଦାବି ହୋଇଛି। ଏ ନେଇ ପ୍ରଶାସନକୁ ଦାବିପତ୍ର ଦିଆଯାଇଛି। ଅଧିକାରୀମାନେ ପୁନର୍ବାର ମାପ କରିବେ ବୋଲି ଆଶ୍ୱାସନା ଦେଇଛନ୍ତି। ରାସ୍ତା ନିର୍ମାଣ କାର୍ଯ୍ୟ ଶୀଘ୍ର ଆରମ୍ଭ ହେବ ବୋଲି ଆଶା କରାଯାଉଛି। ଏହି ରାସ୍ତା ଦେଇ ଦୈନିକ ହଜାର ହଜାର ଯାନବାହନ ଯାତାୟାତ କରନ୍ତି। <box>184 1315 412 1434</box>
article-byline: ବାରିପଦା, ନ୍ୟୁଜ୍ ବ୍ୟୁରୋ <box>592 770 668 779</box>
article-crematorium <box>708 436 940 734</box>
section-divider <box>6 1126 588 1127</box>
article-army <box>340 742 586 1122</box>
article-headline: ଜୀବନର ଅନୁଭବ ଓ ଅନୁଭବୀର ଇସ୍ତାହାର ହେଉଛି 'ଉପନ୍ୟାସ' <box>6 742 334 779</box>
jackal-caption: ସୁରକ୍ଷା ଅଭାବରୁ ପରିବେଶ ବନ୍ଧୁ ବିଲୁଆ ବଂଶ ଲୁପ୍ତ ହେଉଛି <box>592 1192 822 1221</box>
masthead-logo-block <box>8 4 248 88</box>
newspaper-logo: ସମ୍ବାଦ କଳିକା <box>52 32 214 65</box>
masthead-photo <box>444 4 538 88</box>
article-headline: ଧାମନଗର-ଷେଣ୍ଡପୁର ରାସ୍ତା ଚିହ୍ନଟରେ ପକ୍ଷପାତ: ମାପ ନେଇ ଅସନ୍ତୋଷ <box>6 1130 588 1156</box>
forest-fire-photo <box>508 160 788 310</box>
article-byline: ସୁବର୍ଣ୍ଣପୁର, ନ୍ୟୁଜ୍ ବ୍ୟୁରୋ <box>6 140 90 149</box>
article-headline: ଅବ୍ୟବସ୍ଥା ଘେରରେ ମଡ଼େଲ ହସ୍ପିଟାଲ <box>6 98 354 124</box>
masthead <box>0 0 945 92</box>
